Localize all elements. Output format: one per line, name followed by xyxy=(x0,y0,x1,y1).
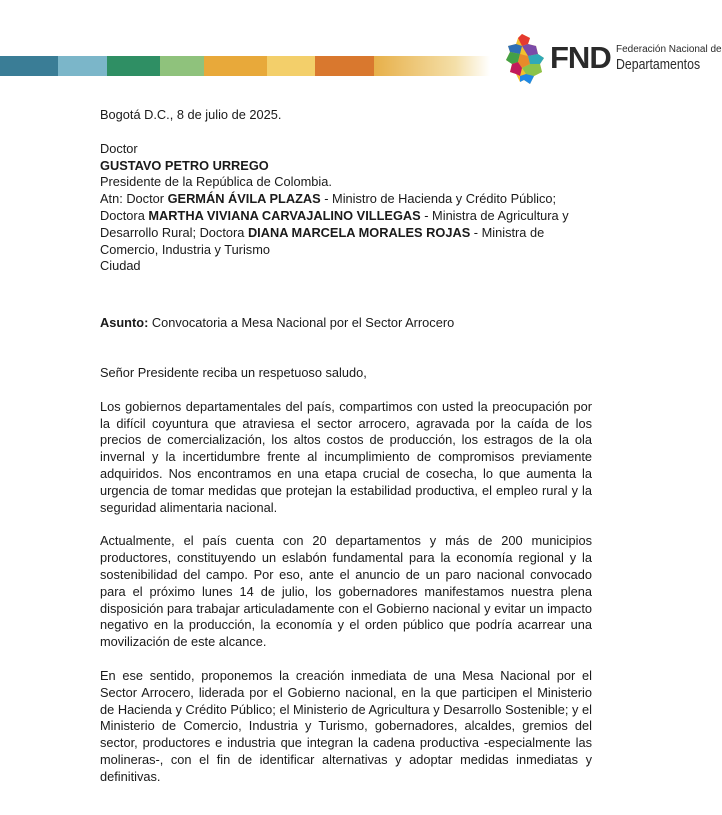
header-color-stripe xyxy=(0,56,490,76)
subject-text: Convocatoria a Mesa Nacional por el Sector Arrocero xyxy=(148,315,455,331)
colombia-map-icon xyxy=(500,32,546,86)
attention-line: Atn: Doctor GERMÁN ÁVILA PLAZAS - Ministro de Hacienda y Crédito Público; Doctora MARTHA VIVIANA CARVAJALINO VILLEGAS - Ministra de Agricultura y Desarrollo Rural; Doctora DIANA MARCELA MORALES ROJAS - Ministra de Comercio, Industria y Turismo xyxy=(100,191,569,257)
logo-abbreviation: FND xyxy=(550,40,611,75)
recipient-block xyxy=(100,141,592,275)
body-paragraph-2: Actualmente, el país cuenta con 20 departamentos y más de 200 municipios productores, constituyendo un eslabón fundamental para la economía regional y la sostenibilidad del campo. Por eso, ante el anuncio de un paro nacional convocado para el próximo lunes 14 de julio, los gobernadores manifestamos nuestra plena disposición para trabajar articuladamente con el Gobierno nacional y evitar un impacto negativo en la producción, la economía y el orden público que podría acarrear una movilización de este alcance. xyxy=(100,533,592,650)
recipient-title: Doctor xyxy=(100,140,138,156)
fnd-logo xyxy=(500,30,722,88)
subject-label: Asunto: xyxy=(100,315,149,331)
recipient-city: Ciudad xyxy=(100,258,141,274)
subject-line xyxy=(100,315,592,332)
recipient-name: GUSTAVO PETRO URREGO xyxy=(100,157,269,173)
logo-text-line2: Departamentos xyxy=(616,56,701,73)
greeting: Señor Presidente reciba un respetuoso saludo, xyxy=(100,364,367,380)
body-paragraph-1: Los gobiernos departamentales del país, compartimos con usted la preocupación por la difícil coyuntura que atraviesa el sector arrocero, agravada por la caída de los precios de comercialización, los altos costos de producción, los estragos de la ola invernal y la incertidumbre frente al incumplimiento de compromisos previamente adquiridos. Nos encontramos en una etapa crucial de cosecha, lo que aumenta la urgencia de tomar medidas que protejan la estabilidad productiva, el empleo rural y la seguridad alimentaria nacional. xyxy=(100,398,592,515)
letter-body xyxy=(100,107,592,786)
letter-date: Bogotá D.C., 8 de julio de 2025. xyxy=(100,107,282,122)
recipient-role: Presidente de la República de Colombia. xyxy=(100,174,332,190)
body-paragraph-3: En ese sentido, proponemos la creación inmediata de una Mesa Nacional por el Sector Arrocero, liderada por el Gobierno nacional, en la que participen el Ministerio de Hacienda y Crédito Público; el Ministerio de Agricultura y Desarrollo Sostenible; y el Ministerio de Comercio, Industria y Turismo, gobernadores, alcaldes, gremios del sector, productores e industria que integran la cadena productiva -especialmente las molineras-, con el fin de identificar alternativas y adoptar medidas inmediatas y definitivas. xyxy=(100,667,592,784)
logo-text-line1: Federación Nacional de xyxy=(616,44,722,55)
